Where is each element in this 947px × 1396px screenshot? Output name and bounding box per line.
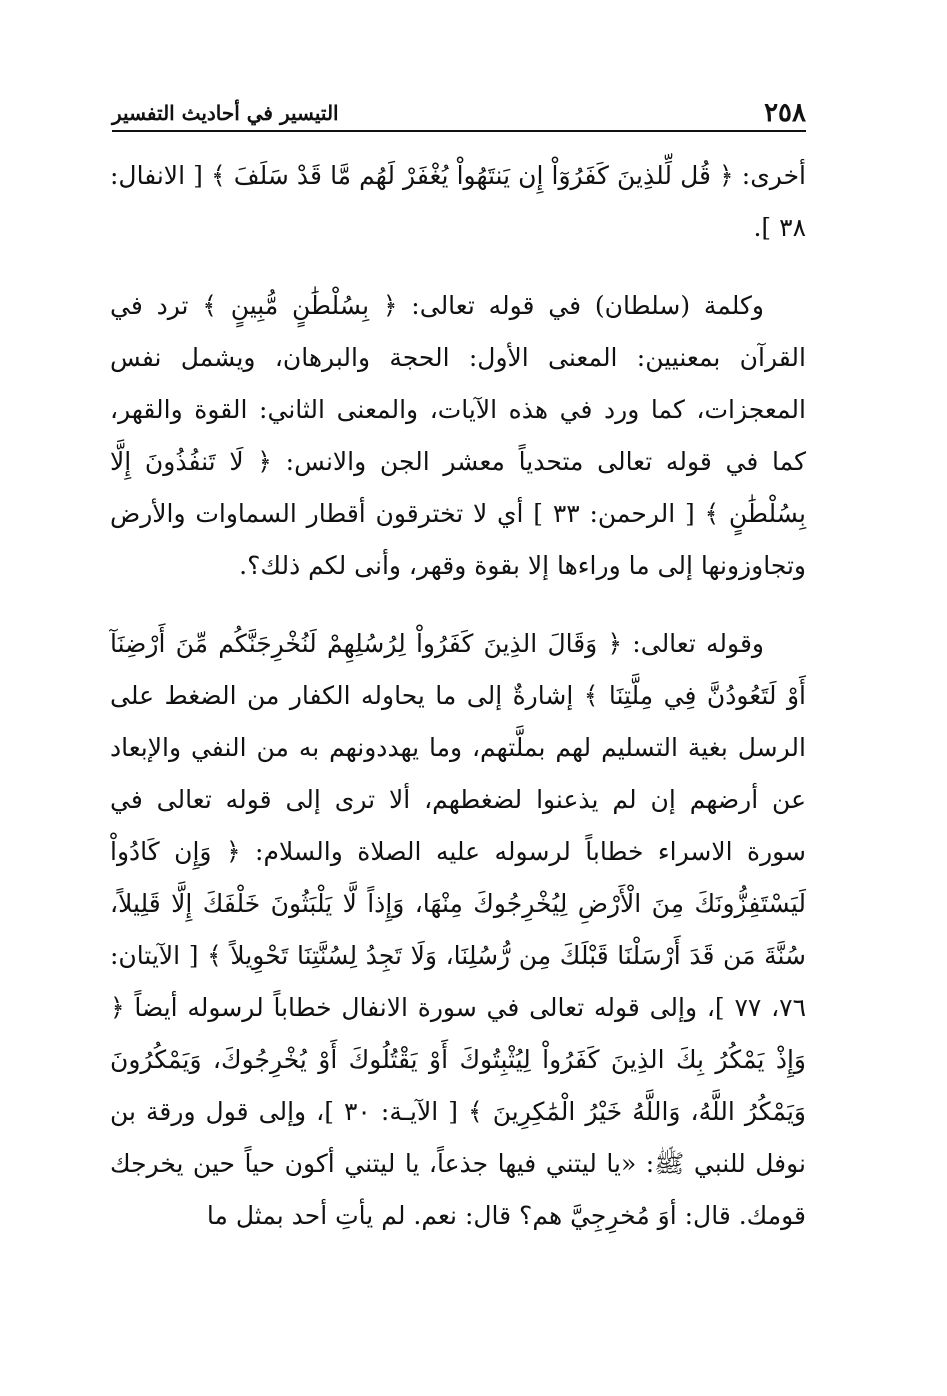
paragraph-1: أخرى: ﴿ قُل لِّلذِينَ كَفَرُوٓاْ إِن يَنتَهُواْ يُغْفَرْ لَهُم مَّا قَدْ سَلَفَ ﴾ [ الانفال: ٣٨ ]. <box>110 161 806 242</box>
page-body <box>110 150 806 1268</box>
header-rule <box>112 130 806 132</box>
paragraph-2: وكلمة (سلطان) في قوله تعالى: ﴿ بِسُلْطَٰنٍ مُّبِينٍ ﴾ ترد في القرآن بمعنيين: المعنى الأول: الحجة والبرهان، ويشمل نفس المعجزات، كما ورد في هذه الآيات، والمعنى الثاني: القوة والقهر، كما في قوله تعالى متحدياً معشر الجن والانس: ﴿ لَا تَنفُذُونَ إِلَّا بِسُلْطَٰنٍ ﴾ [ الرحمن: ٣٣ ] أي لا تخترقون أقطار السماوات والأرض وتجاوزونها إلى ما وراءها إلا بقوة وقهر، وأنى لكم ذلك؟. <box>110 291 807 580</box>
running-head <box>112 92 806 128</box>
paragraph-3: وقوله تعالى: ﴿ وَقَالَ الذِينَ كَفَرُواْ لِرُسُلِهِمْ لَنُخْرِجَنَّكُم مِّنَ أَرْضِنَآ أَوْ لَتَعُودُنَّ فِي مِلَّتِنَا ﴾ إشارةٌ إلى ما يحاوله الكفار من الضغط على الرسل بغية التسليم لهم بملَّتهم، وما يهددونهم به من النفي والإبعاد عن أرضهم إن لم يذعنوا لضغطهم، ألا ترى إلى قوله تعالى في سورة الاسراء خطاباً لرسوله عليه الصلاة والسلام: ﴿ وَإِن كَادُواْ لَيَسْتَفِزُّونَكَ مِنَ الْأَرْضِ لِيُخْرِجُوكَ مِنْهَا، وَإِذاً لَّا يَلْبَثُونَ خَلْفَكَ إِلَّا قَلِيلاً، سُنَّةَ مَن قَدَ أَرْسَلْنَا قَبْلَكَ مِن رُّسُلِنَا، وَلَا تَجِدُ لِسُنَّتِنَا تَحْوِيلاً ﴾ [ الآيتان: ٧٦، ٧٧ ]، وإلى قوله تعالى في سورة الانفال خطاباً لرسوله أيضاً ﴿ وَإِذْ يَمْكُرُ بِكَ الذِينَ كَفَرُواْ لِيُثْبِتُوكَ أَوْ يَقْتُلُوكَ أَوْ يُخْرِجُوكَ، وَيَمْكُرُونَ وَيَمْكُرُ اللَّهُ، وَاللَّهُ خَيْرُ الْمَٰكِرِينَ ﴾ [ الآيـة: ٣٠ ]، وإلى قول ورقة بن نوفل للنبي ﷺ: «يا ليتني فيها جذعاً، يا ليتني أكون حياً حين يخرجك قومك. قال: أوَ مُخرِجِيَّ هم؟ قال: نعم. لم يأتِ أحد بمثل ما <box>110 629 806 1230</box>
page-number: ٢٥٨ <box>764 98 806 128</box>
running-title: التيسير في أحاديث التفسير <box>112 101 339 125</box>
